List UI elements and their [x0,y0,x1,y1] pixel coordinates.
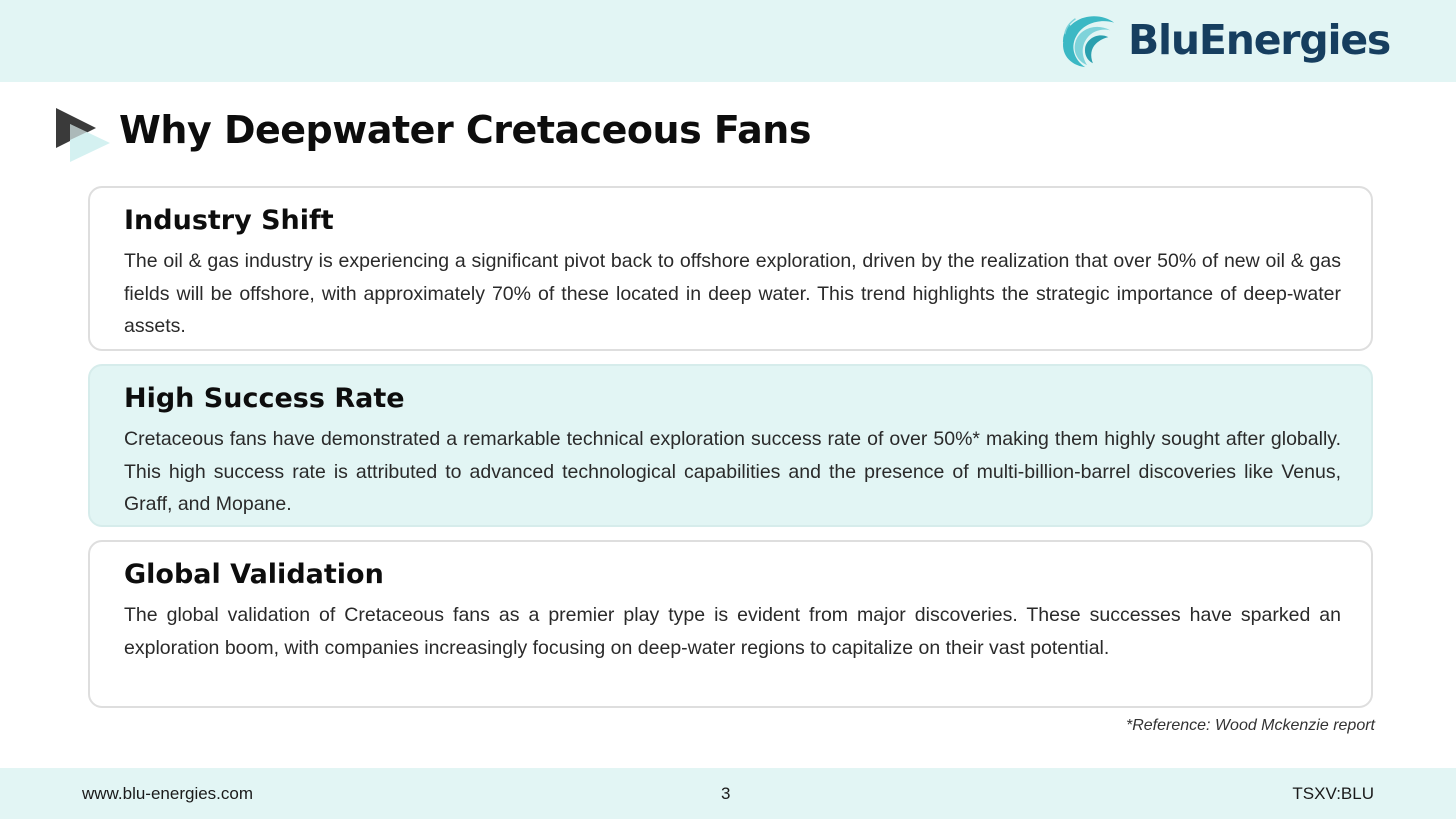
section-body: The global validation of Cretaceous fans as a premier play type is evident from major discoveries. These successes have sparked an exploration boom, with companies increasingly focusing on deep-water regions to capitalize on their vast potential. [124,604,1341,659]
footer-band [0,768,1456,819]
website-link[interactable]: www.blu-energies.com [82,784,254,803]
header-band [0,0,1456,82]
section-card-global-validation [88,540,1373,708]
brand-name: BluEnergies [1128,15,1391,64]
page-title: Why Deepwater Cretaceous Fans [119,108,811,152]
page-number: 3 [721,784,731,803]
reference-note: *Reference: Wood Mckenzie report [1126,717,1375,734]
brand-logo [1060,8,1390,72]
play-arrow-icon [54,106,112,164]
section-title: Global Validation [124,559,384,590]
section-card-industry-shift [88,186,1373,351]
section-body: The oil & gas industry is experiencing a significant pivot back to offshore exploration, driven by the realization that over 50% of new oil & gas fields will be offshore, with approximately 70% of these located in deep water. This trend highlights the strategic importance of deep-water assets. [124,250,1341,337]
section-body: Cretaceous fans have demonstrated a remarkable technical exploration success rate of over 50%* making them highly sought after globally. This high success rate is attributed to advanced technological capabilities and the presence of multi-billion-barrel discoveries like Venus, Graff, and Mopane. [124,428,1341,515]
stock-ticker: TSXV:BLU [1292,784,1374,803]
section-card-high-success-rate [88,364,1373,527]
wave-icon [1060,10,1118,70]
section-title: Industry Shift [124,205,334,236]
section-title: High Success Rate [124,383,405,414]
